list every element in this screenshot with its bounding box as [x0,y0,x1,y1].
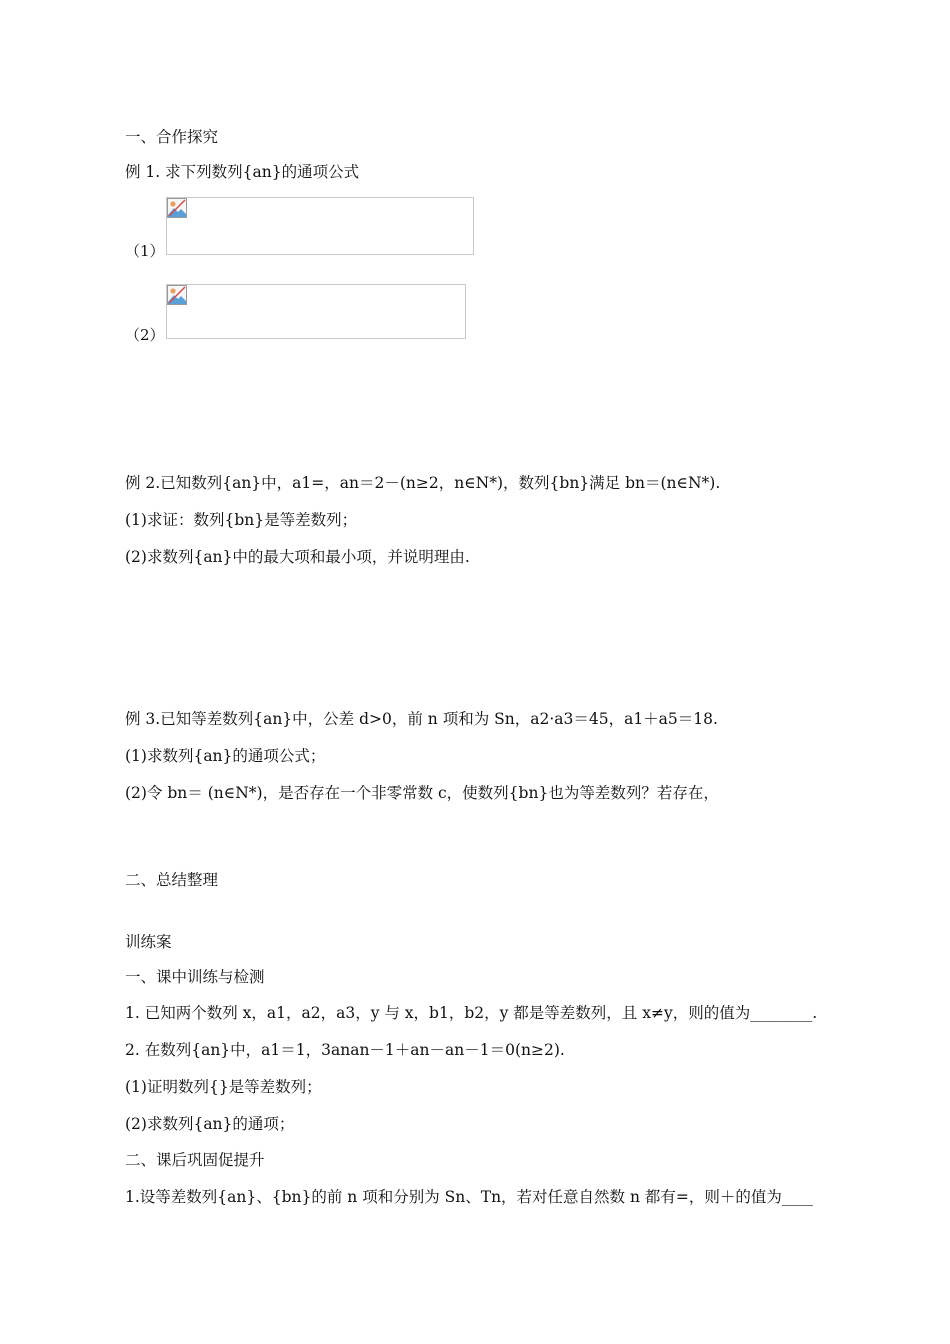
example-1-item-2-label: （2） [125,326,165,344]
example-1-formula-image-2 [166,284,466,339]
broken-image-icon [167,285,187,305]
training-part-1-title: 一、课中训练与检测 [125,968,265,986]
training-problem-2-question-2: (2)求数列{an}的通项； [125,1115,295,1133]
training-problem-3: 1.设等差数列{an}、{bn}的前 n 项和分别为 Sn、Tn，若对任意自然数 n 都有=，则＋的值为____ [125,1188,813,1206]
section-1-title: 一、合作探究 [125,128,219,146]
example-1-item-1-label: （1） [125,242,165,260]
example-2-question-2: (2)求数列{an}中的最大项和最小项，并说明理由. [125,548,470,566]
example-3-question-1: (1)求数列{an}的通项公式； [125,747,326,765]
training-title: 训练案 [125,933,172,951]
training-problem-1: 1. 已知两个数列 x，a1，a2，a3，y 与 x，b1，b2，y 都是等差数列，且 x≠y，则的值为________. [125,1004,818,1022]
example-2-question-1: (1)求证：数列{bn}是等差数列； [125,511,358,529]
section-2-title: 二、总结整理 [125,871,219,889]
training-problem-2: 2. 在数列{an}中，a1＝1，3anan－1＋an－an－1＝0(n≥2). [125,1041,565,1059]
example-1-title: 例 1. 求下列数列{an}的通项公式 [125,163,360,181]
training-part-2-title: 二、课后巩固促提升 [125,1151,265,1169]
example-3-question-2: (2)令 bn＝ (n∈N*)，是否存在一个非零常数 c，使数列{bn}也为等差数列？若存在， [125,784,719,802]
training-problem-2-question-1: (1)证明数列{}是等差数列； [125,1078,322,1096]
example-2-title: 例 2.已知数列{an}中，a1=，an＝2－(n≥2，n∈N*)，数列{bn}满足 bn＝(n∈N*). [125,474,721,492]
example-3-title: 例 3.已知等差数列{an}中，公差 d>0，前 n 项和为 Sn，a2·a3＝45，a1＋a5＝18. [125,710,718,728]
example-1-formula-image-1 [166,197,474,255]
broken-image-icon [167,198,187,218]
